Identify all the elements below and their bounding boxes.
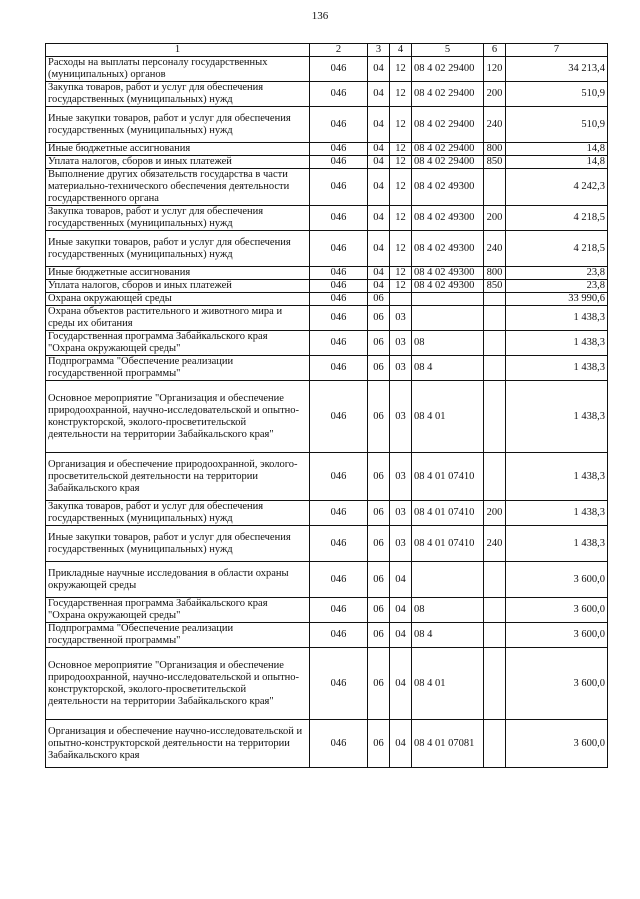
table-row — [46, 293, 608, 306]
amount: 510,9 — [506, 82, 608, 107]
amount: 3 600,0 — [506, 598, 608, 623]
expense-type-code: 800 — [484, 267, 506, 280]
subsection-code: 12 — [390, 143, 412, 156]
table-row — [46, 598, 608, 623]
amount: 3 600,0 — [506, 562, 608, 598]
expense-type-code: 850 — [484, 280, 506, 293]
target-article-code — [412, 562, 484, 598]
expense-type-code: 200 — [484, 206, 506, 231]
table-row — [46, 356, 608, 381]
target-article-code: 08 4 — [412, 356, 484, 381]
subsection-code: 12 — [390, 107, 412, 143]
amount: 510,9 — [506, 107, 608, 143]
ministry-code: 046 — [310, 267, 368, 280]
table-row — [46, 648, 608, 720]
row-name: Иные бюджетные ассигнования — [46, 267, 310, 280]
amount: 23,8 — [506, 280, 608, 293]
row-name: Уплата налогов, сборов и иных платежей — [46, 280, 310, 293]
target-article-code: 08 4 02 29400 — [412, 107, 484, 143]
ministry-code: 046 — [310, 526, 368, 562]
row-name: Закупка товаров, работ и услуг для обеспечения государственных (муниципальных) нужд — [46, 206, 310, 231]
ministry-code: 046 — [310, 381, 368, 453]
subsection-code: 03 — [390, 526, 412, 562]
expense-type-code: 240 — [484, 107, 506, 143]
subsection-code: 12 — [390, 231, 412, 267]
expense-type-code: 200 — [484, 82, 506, 107]
column-header: 7 — [506, 44, 608, 57]
amount: 4 242,3 — [506, 169, 608, 206]
expense-type-code — [484, 169, 506, 206]
ministry-code: 046 — [310, 107, 368, 143]
section-code: 04 — [368, 206, 390, 231]
target-article-code: 08 4 — [412, 623, 484, 648]
amount: 1 438,3 — [506, 331, 608, 356]
section-code: 06 — [368, 648, 390, 720]
target-article-code: 08 4 02 49300 — [412, 169, 484, 206]
table-row — [46, 107, 608, 143]
ministry-code: 046 — [310, 356, 368, 381]
section-code: 04 — [368, 82, 390, 107]
target-article-code: 08 4 02 49300 — [412, 267, 484, 280]
ministry-code: 046 — [310, 169, 368, 206]
subsection-code: 12 — [390, 169, 412, 206]
header-row — [46, 44, 608, 57]
expense-type-code: 200 — [484, 501, 506, 526]
amount: 4 218,5 — [506, 206, 608, 231]
target-article-code: 08 4 01 — [412, 381, 484, 453]
table-row — [46, 526, 608, 562]
amount: 1 438,3 — [506, 453, 608, 501]
target-article-code: 08 4 01 — [412, 648, 484, 720]
table-row — [46, 720, 608, 768]
table-row — [46, 381, 608, 453]
table-row — [46, 231, 608, 267]
section-code: 04 — [368, 280, 390, 293]
table-row — [46, 206, 608, 231]
ministry-code: 046 — [310, 293, 368, 306]
column-header: 1 — [46, 44, 310, 57]
row-name: Прикладные научные исследования в области охраны окружающей среды — [46, 562, 310, 598]
ministry-code: 046 — [310, 143, 368, 156]
expense-type-code — [484, 381, 506, 453]
row-name: Закупка товаров, работ и услуг для обеспечения государственных (муниципальных) нужд — [46, 501, 310, 526]
subsection-code: 04 — [390, 720, 412, 768]
row-name: Закупка товаров, работ и услуг для обеспечения государственных (муниципальных) нужд — [46, 82, 310, 107]
ministry-code: 046 — [310, 501, 368, 526]
amount: 3 600,0 — [506, 623, 608, 648]
row-name: Иные закупки товаров, работ и услуг для обеспечения государственных (муниципальных) нужд — [46, 526, 310, 562]
section-code: 04 — [368, 143, 390, 156]
amount: 1 438,3 — [506, 381, 608, 453]
ministry-code: 046 — [310, 82, 368, 107]
section-code: 06 — [368, 720, 390, 768]
subsection-code: 12 — [390, 82, 412, 107]
target-article-code — [412, 293, 484, 306]
subsection-code: 03 — [390, 453, 412, 501]
ministry-code: 046 — [310, 156, 368, 169]
section-code: 06 — [368, 293, 390, 306]
table-row — [46, 169, 608, 206]
target-article-code: 08 4 02 49300 — [412, 206, 484, 231]
section-code: 06 — [368, 381, 390, 453]
row-name: Иные бюджетные ассигнования — [46, 143, 310, 156]
expense-type-code: 240 — [484, 231, 506, 267]
row-name: Государственная программа Забайкальского края "Охрана окружающей среды" — [46, 598, 310, 623]
target-article-code — [412, 306, 484, 331]
table-row — [46, 82, 608, 107]
expense-type-code: 850 — [484, 156, 506, 169]
ministry-code: 046 — [310, 280, 368, 293]
amount: 14,8 — [506, 143, 608, 156]
section-code: 04 — [368, 231, 390, 267]
ministry-code: 046 — [310, 306, 368, 331]
section-code: 06 — [368, 306, 390, 331]
subsection-code: 12 — [390, 206, 412, 231]
row-name: Подпрограмма "Обеспечение реализации государственной программы" — [46, 623, 310, 648]
column-header: 4 — [390, 44, 412, 57]
section-code: 04 — [368, 57, 390, 82]
ministry-code: 046 — [310, 623, 368, 648]
ministry-code: 046 — [310, 453, 368, 501]
column-header: 5 — [412, 44, 484, 57]
subsection-code: 12 — [390, 156, 412, 169]
section-code: 06 — [368, 526, 390, 562]
ministry-code: 046 — [310, 231, 368, 267]
expense-type-code — [484, 623, 506, 648]
row-name: Основное мероприятие "Организация и обеспечение природоохранной, научно-исследовательской и опытно- конструкторской, эколого-просветительской деятельности на территории Забайкальского края" — [46, 381, 310, 453]
table-row — [46, 143, 608, 156]
table-row — [46, 331, 608, 356]
row-name: Охрана объектов растительного и животного мира и среды их обитания — [46, 306, 310, 331]
row-name: Основное мероприятие "Организация и обеспечение природоохранной, научно-исследовательской и опытно-конструкторской, эколого-просветительской деятельности на территории Забайкальского края" — [46, 648, 310, 720]
subsection-code: 03 — [390, 356, 412, 381]
target-article-code: 08 4 02 29400 — [412, 143, 484, 156]
section-code: 04 — [368, 156, 390, 169]
section-code: 06 — [368, 501, 390, 526]
amount: 3 600,0 — [506, 720, 608, 768]
target-article-code: 08 4 01 07410 — [412, 453, 484, 501]
amount: 34 213,4 — [506, 57, 608, 82]
subsection-code: 04 — [390, 562, 412, 598]
expense-type-code — [484, 293, 506, 306]
table-row — [46, 453, 608, 501]
subsection-code: 12 — [390, 57, 412, 82]
ministry-code: 046 — [310, 648, 368, 720]
table-row — [46, 306, 608, 331]
amount: 23,8 — [506, 267, 608, 280]
subsection-code: 04 — [390, 648, 412, 720]
subsection-code: 03 — [390, 306, 412, 331]
expense-type-code — [484, 356, 506, 381]
expense-type-code — [484, 562, 506, 598]
column-header: 6 — [484, 44, 506, 57]
subsection-code: 12 — [390, 280, 412, 293]
section-code: 06 — [368, 623, 390, 648]
amount: 3 600,0 — [506, 648, 608, 720]
column-header: 3 — [368, 44, 390, 57]
target-article-code: 08 4 02 29400 — [412, 82, 484, 107]
row-name: Иные закупки товаров, работ и услуг для обеспечения государственных (муниципальных) нужд — [46, 231, 310, 267]
target-article-code: 08 4 01 07081 — [412, 720, 484, 768]
row-name: Организация и обеспечение научно-исследовательской и опытно-конструкторской деятельности на территории Забайкальского края — [46, 720, 310, 768]
section-code: 06 — [368, 356, 390, 381]
subsection-code: 03 — [390, 501, 412, 526]
ministry-code: 046 — [310, 598, 368, 623]
ministry-code: 046 — [310, 562, 368, 598]
expense-type-code — [484, 306, 506, 331]
section-code: 06 — [368, 598, 390, 623]
amount: 4 218,5 — [506, 231, 608, 267]
amount: 1 438,3 — [506, 306, 608, 331]
target-article-code: 08 4 02 29400 — [412, 156, 484, 169]
section-code: 06 — [368, 562, 390, 598]
amount: 1 438,3 — [506, 526, 608, 562]
table-row — [46, 501, 608, 526]
section-code: 04 — [368, 169, 390, 206]
target-article-code: 08 — [412, 331, 484, 356]
amount: 33 990,6 — [506, 293, 608, 306]
subsection-code — [390, 293, 412, 306]
section-code: 04 — [368, 267, 390, 280]
amount: 1 438,3 — [506, 501, 608, 526]
budget-table — [45, 43, 608, 768]
subsection-code: 04 — [390, 598, 412, 623]
row-name: Иные закупки товаров, работ и услуг для обеспечения государственных (муниципальных) нужд — [46, 107, 310, 143]
section-code: 06 — [368, 331, 390, 356]
row-name: Расходы на выплаты персоналу государственных (муниципальных) органов — [46, 57, 310, 82]
column-header: 2 — [310, 44, 368, 57]
expense-type-code: 800 — [484, 143, 506, 156]
table-row — [46, 280, 608, 293]
amount: 14,8 — [506, 156, 608, 169]
subsection-code: 04 — [390, 623, 412, 648]
row-name: Выполнение других обязательств государства в части материально-технического обеспечения деятельности государственного органа — [46, 169, 310, 206]
expense-type-code: 240 — [484, 526, 506, 562]
expense-type-code — [484, 648, 506, 720]
row-name: Охрана окружающей среды — [46, 293, 310, 306]
ministry-code: 046 — [310, 206, 368, 231]
row-name: Государственная программа Забайкальского края "Охрана окружающей среды" — [46, 331, 310, 356]
expense-type-code: 120 — [484, 57, 506, 82]
row-name: Уплата налогов, сборов и иных платежей — [46, 156, 310, 169]
target-article-code: 08 4 02 29400 — [412, 57, 484, 82]
subsection-code: 03 — [390, 331, 412, 356]
row-name: Организация и обеспечение природоохранной, эколого-просветительской деятельности на территории Забайкальского края — [46, 453, 310, 501]
section-code: 04 — [368, 107, 390, 143]
target-article-code: 08 4 02 49300 — [412, 280, 484, 293]
expense-type-code — [484, 453, 506, 501]
expense-type-code — [484, 598, 506, 623]
table-row — [46, 267, 608, 280]
subsection-code: 12 — [390, 267, 412, 280]
target-article-code: 08 4 01 07410 — [412, 501, 484, 526]
table-row — [46, 156, 608, 169]
row-name: Подпрограмма "Обеспечение реализации государственной программы" — [46, 356, 310, 381]
amount: 1 438,3 — [506, 356, 608, 381]
table-row — [46, 57, 608, 82]
ministry-code: 046 — [310, 57, 368, 82]
expense-type-code — [484, 331, 506, 356]
target-article-code: 08 4 02 49300 — [412, 231, 484, 267]
table-row — [46, 562, 608, 598]
ministry-code: 046 — [310, 720, 368, 768]
table-row — [46, 623, 608, 648]
page-number: 136 — [311, 10, 329, 22]
target-article-code: 08 4 01 07410 — [412, 526, 484, 562]
ministry-code: 046 — [310, 331, 368, 356]
target-article-code: 08 — [412, 598, 484, 623]
subsection-code: 03 — [390, 381, 412, 453]
section-code: 06 — [368, 453, 390, 501]
expense-type-code — [484, 720, 506, 768]
